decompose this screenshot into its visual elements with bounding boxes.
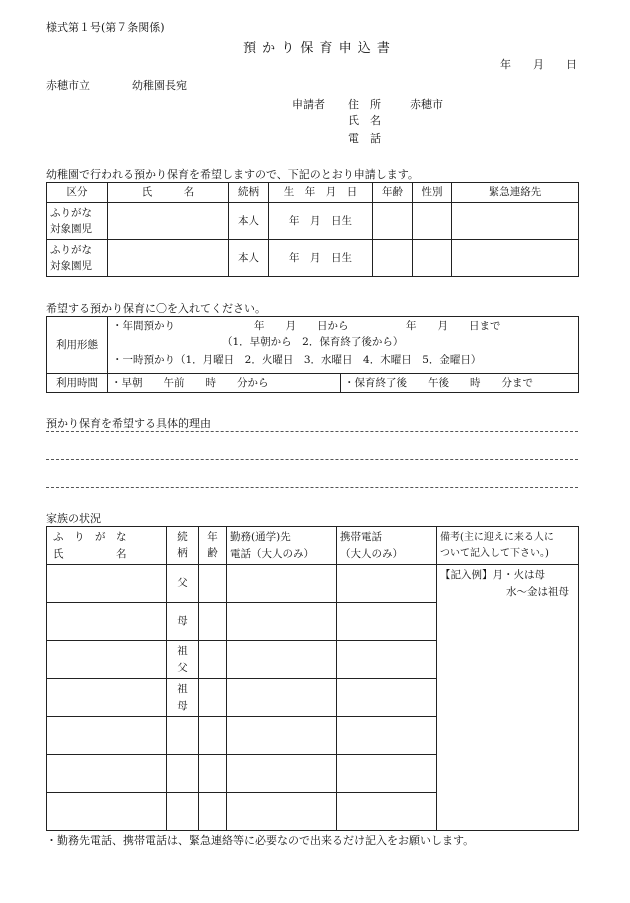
family-label: 家族の状況	[46, 512, 101, 525]
family-age-cell[interactable]	[199, 603, 227, 641]
family-age-cell[interactable]	[199, 793, 227, 831]
col-birth: 生 年 月 日	[269, 183, 373, 203]
addressee-city: 赤穂市立	[46, 79, 90, 92]
family-mobile-cell[interactable]	[337, 641, 437, 679]
age-cell[interactable]	[373, 203, 413, 240]
emergency-cell[interactable]	[452, 240, 579, 277]
category-label: 対象園児	[50, 259, 92, 272]
applicant-label: 申請者	[292, 98, 325, 111]
birth-cell: 年 月 日生	[269, 240, 373, 277]
work-phone-header: 電話（大人のみ）	[230, 547, 314, 560]
annual-options: （1．早朝から 2．保育終了後から）	[222, 336, 404, 348]
family-age-cell[interactable]	[199, 717, 227, 755]
family-relation-cell[interactable]	[167, 793, 199, 831]
table-row	[47, 203, 579, 240]
family-mobile-cell[interactable]	[337, 793, 437, 831]
family-mobile-cell[interactable]	[337, 603, 437, 641]
name-cell[interactable]	[108, 203, 229, 240]
remarks-header-2: ついて記入して下さい。)	[440, 547, 549, 559]
example-2: 水～金は祖母	[506, 585, 569, 598]
reason-label: 預かり保育を希望する具体的理由	[46, 417, 211, 430]
work-header: 勤務(通学)先	[230, 530, 291, 543]
gender-cell[interactable]	[413, 203, 452, 240]
family-age-cell[interactable]	[199, 679, 227, 717]
family-work-cell[interactable]	[227, 603, 337, 641]
annual-label: ・年間預かり	[112, 320, 175, 332]
family-name-cell[interactable]	[47, 641, 167, 679]
mobile-note-header: （大人のみ）	[340, 547, 403, 560]
age-cell[interactable]	[373, 240, 413, 277]
birth-cell: 年 月 日生	[269, 203, 373, 240]
col-relation: 続柄	[229, 183, 269, 203]
early-morning-cell: ・早朝 午前 時 分から	[108, 374, 341, 393]
family-name-cell[interactable]	[47, 717, 167, 755]
family-relation-cell[interactable]	[167, 717, 199, 755]
family-work-cell[interactable]	[227, 755, 337, 793]
furigana-label: ふりがな	[50, 243, 92, 256]
col-category: 区分	[47, 183, 108, 203]
family-age-cell[interactable]	[199, 755, 227, 793]
col-gender: 性別	[413, 183, 452, 203]
phone-label: 電 話	[348, 132, 381, 145]
family-name-cell[interactable]	[47, 755, 167, 793]
footer-note: ・勤務先電話、携帯電話は、緊急連絡等に必要なので出来るだけ記入をお願いします。	[46, 834, 475, 847]
annual-from: 年 月 日から	[254, 320, 349, 332]
family-name-cell[interactable]	[47, 793, 167, 831]
family-mobile-cell[interactable]	[337, 717, 437, 755]
name-header: 氏 名	[53, 547, 127, 560]
annual-to: 年 月 日まで	[406, 320, 501, 332]
name-cell[interactable]	[108, 240, 229, 277]
table-row	[47, 240, 579, 277]
family-name-cell[interactable]	[47, 565, 167, 603]
family-work-cell[interactable]	[227, 717, 337, 755]
family-work-cell[interactable]	[227, 679, 337, 717]
example-label: 【記入例】月・火は母	[440, 569, 545, 581]
usage-time-label: 利用時間	[47, 374, 108, 393]
relation-header: 続柄	[177, 530, 188, 559]
address-label: 住 所	[348, 98, 381, 111]
family-mobile-cell[interactable]	[337, 755, 437, 793]
age-header: 年齢	[207, 530, 218, 559]
col-emergency: 緊急連絡先	[452, 183, 579, 203]
address-value: 赤穂市	[410, 98, 443, 111]
usage-form-label: 利用形態	[47, 317, 108, 374]
emergency-cell[interactable]	[452, 203, 579, 240]
child-table	[46, 182, 579, 277]
furigana-header: ふ り が な	[53, 530, 127, 543]
reason-line[interactable]	[46, 431, 578, 432]
date-line: 年 月 日	[500, 58, 577, 71]
form-number: 様式第１号(第７条関係)	[46, 21, 165, 34]
table-row	[47, 565, 579, 603]
family-mobile-cell[interactable]	[337, 679, 437, 717]
family-work-cell[interactable]	[227, 793, 337, 831]
usage-intro: 希望する預かり保育に〇を入れてください。	[46, 302, 266, 315]
category-label: 対象園児	[50, 222, 92, 235]
family-age-cell[interactable]	[199, 565, 227, 603]
family-mobile-cell[interactable]	[337, 565, 437, 603]
mobile-header: 携帯電話	[340, 530, 382, 543]
col-age: 年齢	[373, 183, 413, 203]
remarks-header: 備考(主に迎えに来る人に	[440, 531, 554, 543]
reason-line[interactable]	[46, 459, 578, 460]
relation-cell: 本人	[229, 240, 269, 277]
usage-table	[46, 316, 579, 393]
col-name: 氏 名	[108, 183, 229, 203]
reason-line[interactable]	[46, 487, 578, 488]
family-age-cell[interactable]	[199, 641, 227, 679]
temp-options: （1．月曜日 2．火曜日 3．水曜日 4．木曜日 5．金曜日）	[175, 354, 482, 366]
family-relation: 母	[177, 615, 188, 628]
gender-cell[interactable]	[413, 240, 452, 277]
family-relation: 祖母	[177, 682, 188, 712]
family-relation: 祖父	[177, 644, 188, 674]
temp-label: ・一時預かり	[112, 354, 175, 366]
addressee-school: 幼稚園長宛	[132, 79, 187, 92]
family-table	[46, 526, 579, 831]
family-relation-cell[interactable]	[167, 755, 199, 793]
relation-cell: 本人	[229, 203, 269, 240]
family-name-cell[interactable]	[47, 679, 167, 717]
furigana-label: ふりがな	[50, 206, 92, 219]
family-work-cell[interactable]	[227, 641, 337, 679]
family-name-cell[interactable]	[47, 603, 167, 641]
child-intro: 幼稚園で行われる預かり保育を希望しますので、下記のとおり申請します。	[46, 168, 419, 181]
name-label: 氏 名	[348, 114, 381, 127]
after-care-cell: ・保育終了後 午後 時 分まで	[341, 374, 579, 393]
family-relation: 父	[177, 577, 188, 590]
family-work-cell[interactable]	[227, 565, 337, 603]
form-title: 預 か り 保 育 申 込 書	[243, 41, 391, 56]
